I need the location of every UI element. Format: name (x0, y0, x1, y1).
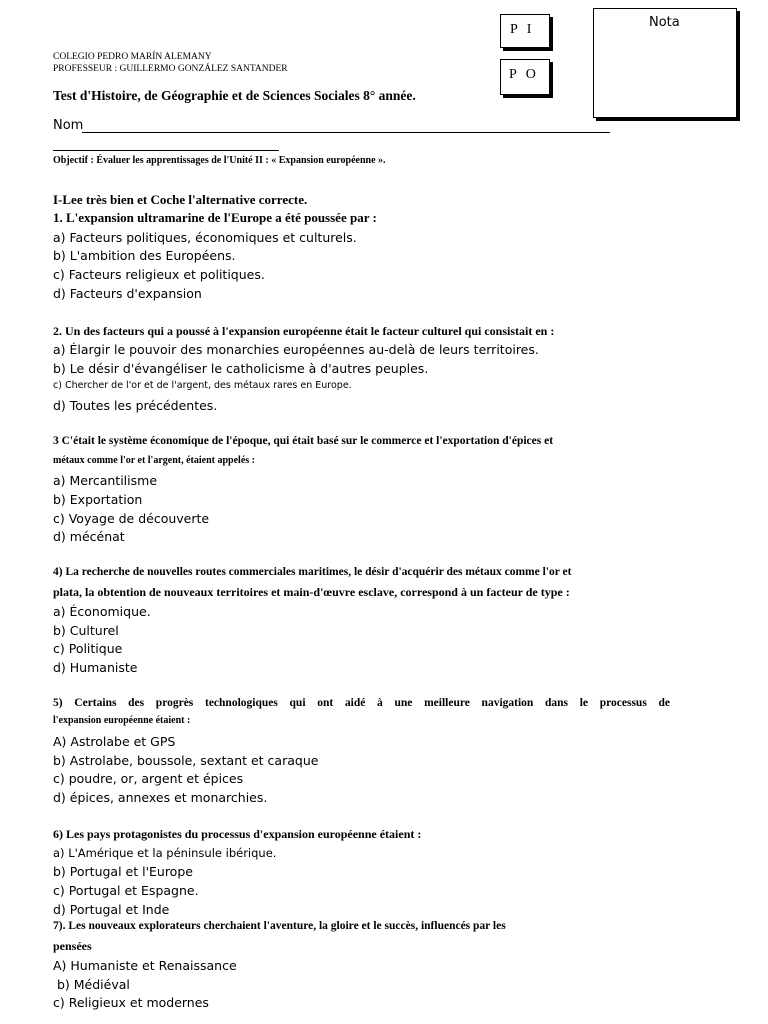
school-name: COLEGIO PEDRO MARÍN ALEMANY (53, 52, 212, 62)
q7-option-b[interactable]: b) Médiéval (53, 977, 130, 992)
question-2: 2. Un des facteurs qui a poussé à l'expansion européenne était le facteur culturel qui consistait en : (53, 324, 555, 338)
q6-option-c[interactable]: c) Portugal et Espagne. (53, 883, 199, 898)
page-title: Test d'Histoire, de Géographie et de Sciences Sociales 8° année. (53, 88, 416, 103)
question-1: 1. L'expansion ultramarine de l'Europe a été poussée par : (53, 210, 377, 225)
q7-option-a[interactable]: A) Humaniste et Renaissance (53, 958, 237, 973)
q1-option-a[interactable]: a) Facteurs politiques, économiques et culturels. (53, 230, 357, 245)
q5-option-b[interactable]: b) Astrolabe, boussole, sextant et caraque (53, 753, 319, 768)
question-7-line-2: pensées (53, 939, 92, 953)
question-4-line-2: plata, la obtention de nouveaux territoires et main-d'œuvre esclave, correspond à un facteur de type : (53, 585, 570, 599)
name-line[interactable] (82, 132, 610, 133)
q2-option-a[interactable]: a) Élargir le pouvoir des monarchies européennes au-delà de leurs territoires. (53, 342, 539, 357)
nota-box[interactable] (593, 8, 737, 118)
section-instruction: I-Lee très bien et Coche l'alternative correcte. (53, 192, 308, 207)
q1-option-c[interactable]: c) Facteurs religieux et politiques. (53, 267, 265, 282)
objective: Objectif : Évaluer les apprentissages de l'Unité II : « Expansion européenne ». (53, 155, 386, 166)
q4-option-a[interactable]: a) Économique. (53, 604, 151, 619)
pi-box[interactable] (500, 14, 550, 48)
q2-option-c[interactable]: c) Chercher de l'or et de l'argent, des métaux rares en Europe. (53, 380, 352, 391)
q4-option-b[interactable]: b) Culturel (53, 623, 119, 638)
question-7-line-1: 7). Les nouveaux explorateurs cherchaient l'aventure, la gloire et le succès, influencés par les (53, 920, 506, 932)
teacher-name: PROFESSEUR : GUILLERMO GONZÁLEZ SANTANDER (53, 64, 288, 74)
q2-option-d[interactable]: d) Toutes les précédentes. (53, 398, 218, 413)
question-5-line-2: l'expansion européenne étaient : (53, 715, 191, 726)
po-label: P O (509, 67, 539, 82)
question-3-line-1: 3 C'était le système économique de l'époque, qui était basé sur le commerce et l'exportation d'épices et (53, 435, 554, 447)
q4-option-c[interactable]: c) Politique (53, 641, 123, 656)
name-line-2[interactable] (53, 150, 279, 151)
q3-option-a[interactable]: a) Mercantilisme (53, 473, 158, 488)
nota-label: Nota (649, 15, 680, 30)
pi-label: P I (510, 22, 535, 37)
q6-option-d[interactable]: d) Portugal et Inde (53, 902, 170, 917)
q3-option-d[interactable]: d) mécénat (53, 529, 125, 544)
q3-option-b[interactable]: b) Exportation (53, 492, 143, 507)
q7-option-c[interactable]: c) Religieux et modernes (53, 995, 209, 1010)
question-6: 6) Les pays protagonistes du processus d'expansion européenne étaient : (53, 827, 422, 841)
q5-option-d[interactable]: d) épices, annexes et monarchies. (53, 790, 268, 805)
po-box[interactable] (500, 59, 550, 95)
question-3-line-2: métaux comme l'or et l'argent, étaient appelés : (53, 455, 255, 466)
name-label: Nom (53, 118, 84, 133)
q5-option-a[interactable]: A) Astrolabe et GPS (53, 734, 176, 749)
q5-option-c[interactable]: c) poudre, or, argent et épices (53, 771, 244, 786)
q1-option-b[interactable]: b) L'ambition des Européens. (53, 248, 236, 263)
question-5-line-1: 5) Certains des progrès technologiques qui ont aidé à une meilleure navigation dans le processus de (53, 697, 670, 709)
q6-option-a[interactable]: a) L'Amérique et la péninsule ibérique. (53, 846, 277, 860)
q3-option-c[interactable]: c) Voyage de découverte (53, 511, 210, 526)
q4-option-d[interactable]: d) Humaniste (53, 660, 138, 675)
question-4-line-1: 4) La recherche de nouvelles routes commerciales maritimes, le désir d'acquérir des métaux comme l'or et (53, 566, 572, 578)
q2-option-b[interactable]: b) Le désir d'évangéliser le catholicisme à d'autres peuples. (53, 361, 429, 376)
q1-option-d[interactable]: d) Facteurs d'expansion (53, 286, 202, 301)
q6-option-b[interactable]: b) Portugal et l'Europe (53, 864, 193, 879)
